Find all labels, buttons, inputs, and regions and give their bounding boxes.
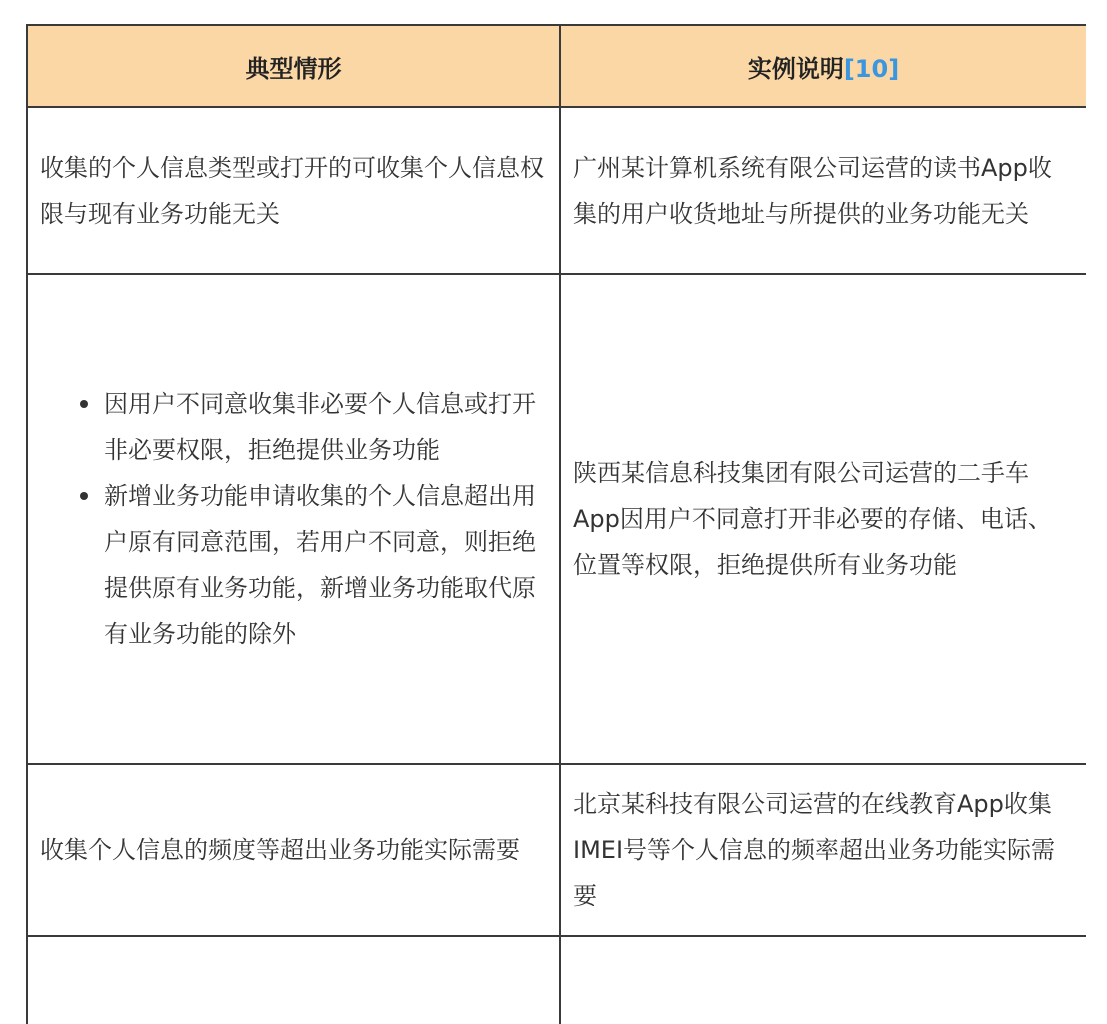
bullet-icon xyxy=(80,492,88,500)
bullet-icon xyxy=(80,400,88,408)
table-row xyxy=(27,107,1086,274)
example-cell: 陕西某信息科技集团有限公司运营的二手车App因用户不同意打开非必要的存储、电话、位置等权限，拒绝提供所有业务功能 xyxy=(560,274,1086,764)
situation-bullet-list xyxy=(40,381,547,657)
table-row xyxy=(27,764,1086,936)
example-cell: 北京某科技有限公司运营的在线教育App收集IMEI号等个人信息的频率超出业务功能实际需要 xyxy=(560,764,1086,936)
table-header-row xyxy=(27,25,1086,107)
header-situation-label: 典型情形 xyxy=(245,54,342,83)
list-item xyxy=(104,473,547,657)
empty-cell xyxy=(560,936,1086,1024)
situation-cell: 收集个人信息的频度等超出业务功能实际需要 xyxy=(27,764,560,936)
bullet-text: 新增业务功能申请收集的个人信息超出用户原有同意范围，若用户不同意，则拒绝提供原有业务功能，新增业务功能取代原有业务功能的除外 xyxy=(104,482,536,648)
example-cell: 广州某计算机系统有限公司运营的读书App收集的用户收货地址与所提供的业务功能无关 xyxy=(560,107,1086,274)
situation-cell xyxy=(27,274,560,764)
empty-cell xyxy=(27,936,560,1024)
case-table xyxy=(26,24,1086,1024)
table-row xyxy=(27,936,1086,1024)
case-table-container xyxy=(26,24,1086,1024)
bullet-text: 因用户不同意收集非必要个人信息或打开非必要权限，拒绝提供业务功能 xyxy=(104,390,536,464)
citation-link[interactable]: [10] xyxy=(843,54,900,83)
header-example xyxy=(560,25,1086,107)
list-item xyxy=(104,381,547,473)
table-row xyxy=(27,274,1086,764)
header-situation xyxy=(27,25,560,107)
header-example-label: 实例说明 xyxy=(747,54,844,83)
situation-cell: 收集的个人信息类型或打开的可收集个人信息权限与现有业务功能无关 xyxy=(27,107,560,274)
